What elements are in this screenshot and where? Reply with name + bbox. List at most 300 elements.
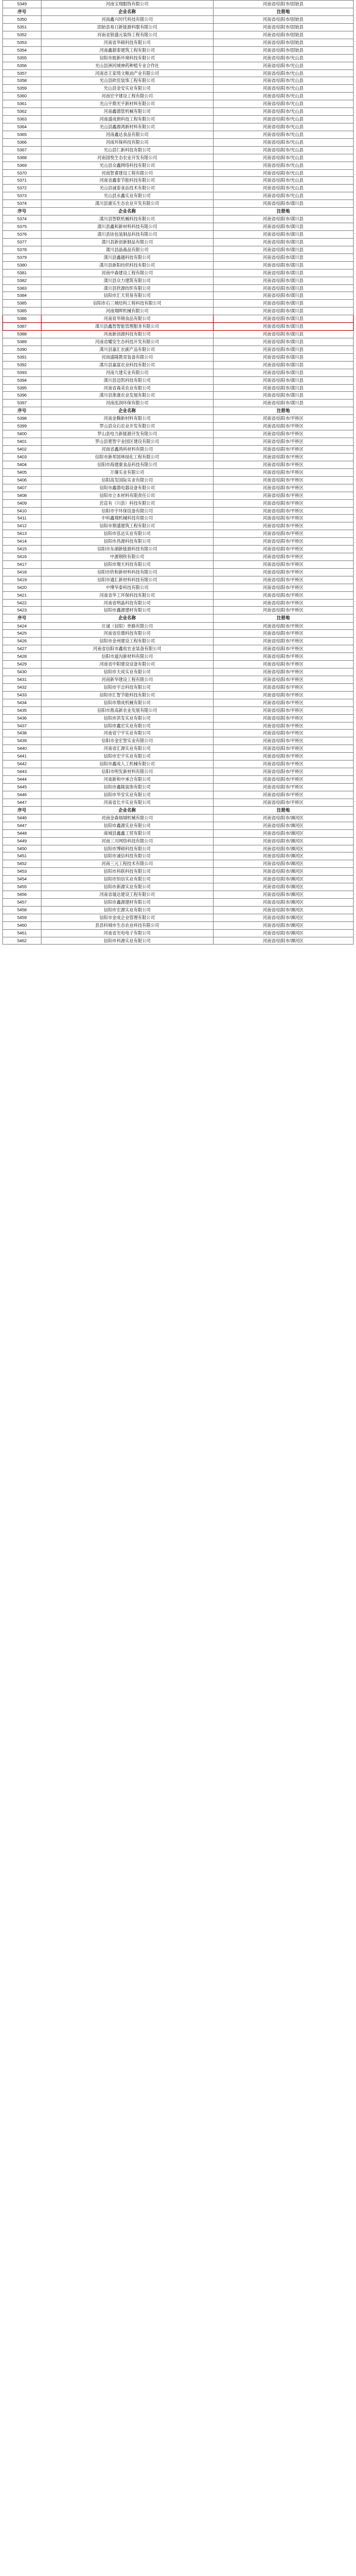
cell-sequence: 5428 <box>3 653 42 661</box>
cell-enterprise-name: 光山宇鼎光宇新材料有限公司 <box>42 100 214 108</box>
table-row <box>3 131 354 138</box>
cell-registration-location: 河南省/信阳市/平桥区 <box>213 438 353 446</box>
cell-sequence: 5399 <box>3 423 42 430</box>
table-row <box>3 560 354 568</box>
cell-registration-location: 河南省/信阳市/平桥区 <box>213 492 353 499</box>
table-row <box>3 292 354 300</box>
cell-registration-location: 河南省/信阳市/平桥区 <box>213 783 353 791</box>
cell-enterprise-name: 信阳市科联科技有限公司 <box>42 868 214 876</box>
cell-enterprise-name: 信阳市金宏智实业有限公司 <box>42 737 214 745</box>
cell-registration-location: 河南省/信阳市/平桥区 <box>213 499 353 507</box>
cell-sequence: 5439 <box>3 737 42 745</box>
cell-registration-location: 河南省/信阳市/平桥区 <box>213 714 353 722</box>
table-row <box>3 868 354 876</box>
table-row <box>3 591 354 599</box>
cell-registration-location: 河南省/信阳市/潢川县 <box>213 392 353 400</box>
cell-registration-location: 河南省/信阳市/平桥区 <box>213 753 353 761</box>
cell-enterprise-name: 河南省鑫鸿科材料有限公司 <box>42 446 214 454</box>
cell-sequence: 5373 <box>3 192 42 200</box>
table-row-highlighted <box>3 315 354 323</box>
cell-enterprise-name: 信阳市洪发实业有限公司 <box>42 714 214 722</box>
cell-registration-location: 河南省/信阳市/光山县 <box>213 169 353 177</box>
enterprise-registration-table <box>2 0 354 945</box>
table-row <box>3 568 354 576</box>
cell-sequence: 5404 <box>3 461 42 468</box>
cell-registration-location: 河南省/信阳市/潢川县 <box>213 384 353 392</box>
cell-registration-location: 河南省/信阳市/固始县 <box>213 39 353 46</box>
table-row <box>3 161 354 169</box>
cell-registration-location: 河南省/信阳市/浉河区 <box>213 822 353 829</box>
cell-enterprise-name: 河南省长丰实业有限公司 <box>42 799 214 806</box>
cell-sequence: 5443 <box>3 768 42 776</box>
cell-sequence: 5371 <box>3 177 42 185</box>
cell-enterprise-name: 信阳市明发新材料有限公司 <box>42 768 214 776</box>
cell-sequence: 5422 <box>3 599 42 607</box>
cell-sequence: 5426 <box>3 638 42 645</box>
table-row <box>3 331 354 338</box>
cell-registration-location: 河南省/信阳市/平桥区 <box>213 423 353 430</box>
cell-sequence: 5359 <box>3 85 42 93</box>
cell-enterprise-name: 河南金森瑞城机械有限公司 <box>42 814 214 822</box>
cell-registration-location: 河南省/信阳市/平桥区 <box>213 622 353 630</box>
cell-enterprise-name: 信阳市鑫源实业有限公司 <box>42 822 214 829</box>
cell-enterprise-name: 河南省中阳建设设备有限公司 <box>42 661 214 668</box>
table-row <box>3 829 354 837</box>
cell-sequence: 5392 <box>3 361 42 369</box>
cell-registration-location: 河南省/信阳市/平桥区 <box>213 546 353 553</box>
cell-sequence: 5386 <box>3 315 42 323</box>
cell-sequence: 5432 <box>3 683 42 691</box>
table-row <box>3 192 354 200</box>
cell-sequence: 5403 <box>3 454 42 461</box>
table-row <box>3 284 354 292</box>
table-row <box>3 576 354 584</box>
cell-registration-location: 河南省/信阳市/平桥区 <box>213 553 353 561</box>
table-row <box>3 668 354 676</box>
cell-sequence: 5411 <box>3 515 42 522</box>
table-row <box>3 661 354 668</box>
cell-sequence: 5368 <box>3 154 42 161</box>
table-row <box>3 169 354 177</box>
cell-registration-location: 河南省/信阳市/固始县 <box>213 16 353 24</box>
table-row <box>3 308 354 315</box>
cell-enterprise-name: 河南金腾新材料有限公司 <box>42 415 214 423</box>
table-row <box>3 1 354 8</box>
cell-registration-location: 河南省/信阳市/平桥区 <box>213 638 353 645</box>
cell-sequence: 5460 <box>3 921 42 929</box>
cell-enterprise-name: 潢川县康乐生态农业开发有限公司 <box>42 200 214 208</box>
cell-registration-location: 河南省/信阳市/平桥区 <box>213 699 353 706</box>
table-row <box>3 914 354 921</box>
cell-registration-location: 河南省/信阳市/平桥区 <box>213 668 353 676</box>
cell-enterprise-name: 河南中森建设工程有限公司 <box>42 269 214 277</box>
cell-sequence: 5440 <box>3 745 42 753</box>
cell-registration-location: 河南省/信阳市/潢川县 <box>213 261 353 269</box>
cell-enterprise-name: 信阳市道沟新材料有限公司 <box>42 653 214 661</box>
table-row <box>3 676 354 684</box>
cell-registration-location: 河南省/信阳市/浉河区 <box>213 868 353 876</box>
cell-sequence: 5385 <box>3 300 42 308</box>
table-row <box>3 937 354 945</box>
cell-sequence: 5436 <box>3 714 42 722</box>
cell-sequence: 5427 <box>3 645 42 653</box>
cell-sequence: 5430 <box>3 668 42 676</box>
table-row <box>3 706 354 714</box>
cell-enterprise-name: 河南九建实业有限公司 <box>42 369 214 376</box>
table-row <box>3 415 354 423</box>
cell-enterprise-name: 县县科城市生态农业科技有限公司 <box>42 921 214 929</box>
cell-enterprise-name: 中源钢铁有限公司 <box>42 553 214 561</box>
cell-enterprise-name: 信阳市鑫源建材有限公司 <box>42 898 214 906</box>
cell-sequence: 5349 <box>3 1 42 8</box>
cell-enterprise-name: 信阳市欣和新材料科技有限公司 <box>42 568 214 576</box>
document-page <box>0 0 356 945</box>
table-row <box>3 85 354 93</box>
table-row <box>3 46 354 54</box>
cell-registration-location: 河南省/信阳市/平桥区 <box>213 584 353 591</box>
cell-enterprise-name: 企业名称 <box>42 614 214 622</box>
table-row <box>3 783 354 791</box>
cell-registration-location: 河南省/信阳市/平桥区 <box>213 560 353 568</box>
table-header-row <box>3 614 354 622</box>
cell-sequence: 5388 <box>3 331 42 338</box>
table-row <box>3 599 354 607</box>
cell-enterprise-name: 信阳市鑫宏实业有限公司 <box>42 722 214 730</box>
table-row <box>3 876 354 883</box>
table-row <box>3 39 354 46</box>
cell-enterprise-name: 潢川县众力建筑有限公司 <box>42 277 214 284</box>
cell-enterprise-name: 潢川县嘉汇农副产品有限公司 <box>42 346 214 353</box>
cell-registration-location: 河南省/信阳市/光山县 <box>213 93 353 100</box>
table-row <box>3 722 354 730</box>
cell-enterprise-name: 信阳市振新环境科技有限公司 <box>42 54 214 62</box>
cell-registration-location: 河南省/信阳市/潢川县 <box>213 323 353 331</box>
table-row <box>3 768 354 776</box>
cell-enterprise-name: 河南省佳德科技有限公司 <box>42 630 214 638</box>
table-row <box>3 814 354 822</box>
cell-sequence: 5454 <box>3 876 42 883</box>
table-row <box>3 891 354 899</box>
table-row <box>3 108 354 116</box>
cell-registration-location: 注册地 <box>213 614 353 622</box>
cell-registration-location: 河南省/信阳市/光山县 <box>213 177 353 185</box>
cell-registration-location: 河南省/信阳市/平桥区 <box>213 591 353 599</box>
table-row <box>3 200 354 208</box>
cell-sequence: 5361 <box>3 100 42 108</box>
cell-sequence: 5424 <box>3 622 42 630</box>
cell-enterprise-name: 罗山县众石农业开发有限公司 <box>42 423 214 430</box>
cell-registration-location: 河南省/信阳市/光山县 <box>213 77 353 85</box>
cell-enterprise-name: 信阳市鑫成人工机械有限公司 <box>42 761 214 768</box>
cell-enterprise-name: 河南三川网络科技有限公司 <box>42 837 214 845</box>
cell-registration-location: 河南省/信阳市/浉河区 <box>213 937 353 945</box>
table-row <box>3 622 354 630</box>
table-row <box>3 77 354 85</box>
cell-enterprise-name: 潢川县智联机械科技有限公司 <box>42 216 214 223</box>
cell-registration-location: 河南省/信阳市/平桥区 <box>213 430 353 438</box>
cell-sequence: 5351 <box>3 23 42 31</box>
cell-enterprise-name: 信阳市东湖新能源科技有限公司 <box>42 546 214 553</box>
table-row <box>3 645 354 653</box>
cell-enterprise-name: 河南省汇源实业有限公司 <box>42 745 214 753</box>
cell-enterprise-name: 潢川县鑫越科技有限公司 <box>42 254 214 261</box>
table-row <box>3 23 354 31</box>
cell-registration-location: 河南省/信阳市/潢川县 <box>213 361 353 369</box>
cell-sequence: 5376 <box>3 231 42 239</box>
cell-enterprise-name: 河南新华建设工程有限公司 <box>42 676 214 684</box>
cell-enterprise-name: 河南育华锦食品有限公司 <box>42 315 214 323</box>
table-row <box>3 515 354 522</box>
cell-enterprise-name: 信阳市宏宇实业有限公司 <box>42 753 214 761</box>
cell-sequence: 5350 <box>3 16 42 24</box>
cell-sequence: 5387 <box>3 323 42 331</box>
cell-enterprise-name: 信阳市昌源科技有限公司 <box>42 538 214 546</box>
cell-sequence: 5395 <box>3 384 42 392</box>
cell-sequence: 5446 <box>3 791 42 799</box>
cell-registration-location: 河南省/信阳市/浉河区 <box>213 898 353 906</box>
table-row <box>3 799 354 806</box>
table-row <box>3 883 354 891</box>
cell-registration-location: 河南省/信阳市/平桥区 <box>213 568 353 576</box>
cell-sequence: 5400 <box>3 430 42 438</box>
cell-enterprise-name: 信阳市新邦园林绿化工程有限公司 <box>42 454 214 461</box>
cell-enterprise-name: 固始县易日新能源科服有限公司 <box>42 23 214 31</box>
cell-registration-location: 河南省/信阳市/平桥区 <box>213 745 353 753</box>
cell-registration-location: 河南省/信阳市/光山县 <box>213 146 353 154</box>
table-row <box>3 423 354 430</box>
cell-enterprise-name: 信阳市翔天科技有限公司 <box>42 560 214 568</box>
cell-enterprise-name: 河南鑫源泰建筑工程有限公司 <box>42 46 214 54</box>
table-row <box>3 93 354 100</box>
cell-enterprise-name: 河南翔晖机械有限公司 <box>42 308 214 315</box>
cell-registration-location: 河南省/信阳市/固始县 <box>213 31 353 39</box>
cell-registration-location: 河南省/信阳市/潢川县 <box>213 308 353 315</box>
table-row <box>3 822 354 829</box>
cell-registration-location: 河南省/信阳市/平桥区 <box>213 691 353 699</box>
cell-enterprise-name: 中博华泰科技有限公司 <box>42 584 214 591</box>
table-row <box>3 353 354 361</box>
cell-registration-location: 河南省/信阳市/潢川县 <box>213 239 353 246</box>
cell-registration-location: 河南省/信阳市/固始县 <box>213 1 353 8</box>
cell-enterprise-name: 河南省鑫泰节能科技有限公司 <box>42 177 214 185</box>
cell-registration-location: 河南省/信阳市/平桥区 <box>213 722 353 730</box>
table-row <box>3 454 354 461</box>
table-row <box>3 845 354 853</box>
cell-sequence: 5447 <box>3 822 42 829</box>
cell-registration-location: 河南省/信阳市/平桥区 <box>213 522 353 530</box>
cell-enterprise-name: 河南鑫达食品有限公司 <box>42 131 214 138</box>
cell-registration-location: 河南省/信阳市/潢川县 <box>213 284 353 292</box>
cell-registration-location: 河南省/信阳市/浉河区 <box>213 829 353 837</box>
cell-sequence: 5389 <box>3 338 42 346</box>
cell-sequence: 5434 <box>3 699 42 706</box>
table-row <box>3 753 354 761</box>
cell-registration-location: 河南省/信阳市/平桥区 <box>213 415 353 423</box>
cell-registration-location: 河南省/信阳市/浉河区 <box>213 883 353 891</box>
cell-registration-location: 注册地 <box>213 407 353 415</box>
cell-registration-location: 河南省/信阳市/潢川县 <box>213 254 353 261</box>
cell-registration-location: 河南省/信阳市/平桥区 <box>213 530 353 538</box>
table-row <box>3 154 354 161</box>
table-row <box>3 123 354 131</box>
cell-sequence: 5357 <box>3 69 42 77</box>
table-row <box>3 775 354 783</box>
table-row <box>3 791 354 799</box>
cell-registration-location: 河南省/信阳市/浉河区 <box>213 906 353 914</box>
cell-enterprise-name: 信阳市恒信实业有限公司 <box>42 876 214 883</box>
cell-sequence: 5445 <box>3 783 42 791</box>
cell-sequence: 5364 <box>3 123 42 131</box>
cell-registration-location: 河南省/信阳市/平桥区 <box>213 630 353 638</box>
cell-registration-location: 河南省/信阳市/潢川县 <box>213 231 353 239</box>
cell-sequence: 5461 <box>3 929 42 937</box>
cell-registration-location: 河南省/信阳市/潢川县 <box>213 223 353 231</box>
cell-enterprise-name: 光山县鑫源鸿新材料有限公司 <box>42 123 214 131</box>
cell-enterprise-name: 庄诚（信阳）单路有限公司 <box>42 622 214 630</box>
table-row <box>3 400 354 407</box>
cell-registration-location: 河南省/信阳市/浉河区 <box>213 914 353 921</box>
cell-enterprise-name: 河南盛隆教育装备有限公司 <box>42 353 214 361</box>
cell-registration-location: 河南省/信阳市/光山县 <box>213 154 353 161</box>
cell-enterprise-name: 万廉实业有限公司 <box>42 468 214 476</box>
cell-sequence: 5450 <box>3 845 42 853</box>
cell-sequence: 5437 <box>3 722 42 730</box>
table-row <box>3 361 354 369</box>
cell-registration-location: 河南省/信阳市/光山县 <box>213 62 353 69</box>
cell-sequence: 5416 <box>3 553 42 561</box>
cell-sequence: 5408 <box>3 492 42 499</box>
cell-enterprise-name: 企业名称 <box>42 806 214 814</box>
cell-sequence: 5455 <box>3 883 42 891</box>
cell-enterprise-name: 河南省信阳市鑫收农业装备有限公司 <box>42 645 214 653</box>
table-row <box>3 216 354 223</box>
table-row <box>3 261 354 269</box>
table-row <box>3 476 354 484</box>
cell-registration-location: 河南省/信阳市/潢川县 <box>213 369 353 376</box>
cell-registration-location: 河南省/信阳市/浉河区 <box>213 860 353 868</box>
table-row <box>3 16 354 24</box>
table-row <box>3 300 354 308</box>
cell-sequence: 5431 <box>3 676 42 684</box>
table-row <box>3 653 354 661</box>
cell-enterprise-name: 光山县仁新科技有限公司 <box>42 146 214 154</box>
table-row <box>3 929 354 937</box>
table-row <box>3 507 354 515</box>
cell-registration-location: 河南省/信阳市/平桥区 <box>213 468 353 476</box>
cell-registration-location: 河南省/信阳市/平桥区 <box>213 515 353 522</box>
cell-registration-location: 河南省/信阳市/浉河区 <box>213 921 353 929</box>
table-row <box>3 898 354 906</box>
cell-enterprise-name: 信阳市鑫德电器设备有限公司 <box>42 484 214 492</box>
cell-sequence: 5372 <box>3 185 42 192</box>
cell-registration-location: 河南省/信阳市/平桥区 <box>213 791 353 799</box>
table-row <box>3 607 354 614</box>
cell-sequence: 5352 <box>3 31 42 39</box>
cell-enterprise-name: 企业名称 <box>42 8 214 15</box>
cell-enterprise-name: 信阳市新源实业有限公司 <box>42 883 214 891</box>
cell-sequence: 5356 <box>3 62 42 69</box>
cell-registration-location: 河南省/信阳市/潢川县 <box>213 400 353 407</box>
table-row <box>3 438 354 446</box>
table-row <box>3 461 354 468</box>
cell-registration-location: 河南省/信阳市/光山县 <box>213 85 353 93</box>
table-row <box>3 484 354 492</box>
cell-enterprise-name: 河南省明晶科技有限公司 <box>42 599 214 607</box>
cell-registration-location: 河南省/信阳市/潢川县 <box>213 216 353 223</box>
cell-sequence: 序号 <box>3 614 42 622</box>
cell-registration-location: 河南省/信阳市/潢川县 <box>213 246 353 254</box>
cell-sequence: 5358 <box>3 77 42 85</box>
cell-enterprise-name: 信阳市泓达实业有限公司 <box>42 530 214 538</box>
cell-enterprise-name: 河南新创源科技有限公司 <box>42 331 214 338</box>
cell-enterprise-name: 河南省银盛元装饰工程有限公司 <box>42 31 214 39</box>
cell-sequence: 5384 <box>3 292 42 300</box>
cell-registration-location: 河南省/信阳市/平桥区 <box>213 730 353 737</box>
cell-registration-location: 河南省/信阳市/平桥区 <box>213 799 353 806</box>
table-row <box>3 906 354 914</box>
cell-registration-location: 河南省/信阳市/平桥区 <box>213 576 353 584</box>
cell-sequence: 5405 <box>3 468 42 476</box>
cell-enterprise-name: 河南盛成朗科技工程有限公司 <box>42 116 214 123</box>
cell-sequence: 5441 <box>3 753 42 761</box>
cell-sequence: 5444 <box>3 775 42 783</box>
cell-enterprise-name: 河南省耀安生态科技开发有限公司 <box>42 338 214 346</box>
cell-enterprise-name: 河南环保科技有限公司 <box>42 138 214 146</box>
cell-sequence: 5366 <box>3 138 42 146</box>
cell-registration-location: 河南省/信阳市/潢川县 <box>213 269 353 277</box>
table-row <box>3 430 354 438</box>
cell-registration-location: 河南省/信阳市/光山县 <box>213 116 353 123</box>
table-row <box>3 837 354 845</box>
cell-sequence: 5363 <box>3 116 42 123</box>
cell-sequence: 5407 <box>3 484 42 492</box>
cell-enterprise-name: 河南省宁宇实业有限公司 <box>42 730 214 737</box>
table-row <box>3 177 354 185</box>
cell-enterprise-name: 信阳市科源实业有限公司 <box>42 937 214 945</box>
cell-enterprise-name: 潢川县嘉富农业科技有限公司 <box>42 361 214 369</box>
cell-registration-location: 河南省/信阳市/平桥区 <box>213 461 353 468</box>
cell-registration-location: 注册地 <box>213 208 353 216</box>
table-row <box>3 239 354 246</box>
cell-enterprise-name: 信阳市立本材料有限责任公司 <box>42 492 214 499</box>
table-row <box>3 223 354 231</box>
cell-registration-location: 河南省/信阳市/平桥区 <box>213 768 353 776</box>
cell-sequence: 5355 <box>3 54 42 62</box>
cell-sequence: 序号 <box>3 208 42 216</box>
cell-registration-location: 河南省/信阳市/浉河区 <box>213 876 353 883</box>
cell-registration-location: 河南省/信阳市/潢川县 <box>213 315 353 323</box>
cell-enterprise-name: 潢川县协包装制品科技有限公司 <box>42 231 214 239</box>
cell-sequence: 5451 <box>3 853 42 860</box>
cell-enterprise-name: 河南泓润环保有限公司 <box>42 400 214 407</box>
cell-registration-location: 河南省/信阳市/潢川县 <box>213 300 353 308</box>
cell-enterprise-name: 罗山县电力新能源开发有限公司 <box>42 430 214 438</box>
cell-registration-location: 河南省/信阳市/平桥区 <box>213 761 353 768</box>
cell-enterprise-name: 信阳市金州建设工程有限公司 <box>42 638 214 645</box>
table-row <box>3 638 354 645</box>
cell-sequence: 5423 <box>3 607 42 614</box>
cell-registration-location: 河南省/信阳市/平桥区 <box>213 661 353 668</box>
cell-registration-location: 河南省/信阳市/潢川县 <box>213 376 353 384</box>
cell-registration-location: 注册地 <box>213 8 353 15</box>
cell-enterprise-name: 信阳市鼎成机械有限公司 <box>42 699 214 706</box>
cell-sequence: 序号 <box>3 407 42 415</box>
cell-sequence: 5374 <box>3 200 42 208</box>
cell-enterprise-name: 潢川县欣源纺织有限公司 <box>42 284 214 292</box>
cell-sequence: 5418 <box>3 568 42 576</box>
cell-registration-location: 河南省/信阳市/平桥区 <box>213 737 353 745</box>
cell-enterprise-name: 潢川县鑫智智能管理服务有限公司 <box>42 323 214 331</box>
